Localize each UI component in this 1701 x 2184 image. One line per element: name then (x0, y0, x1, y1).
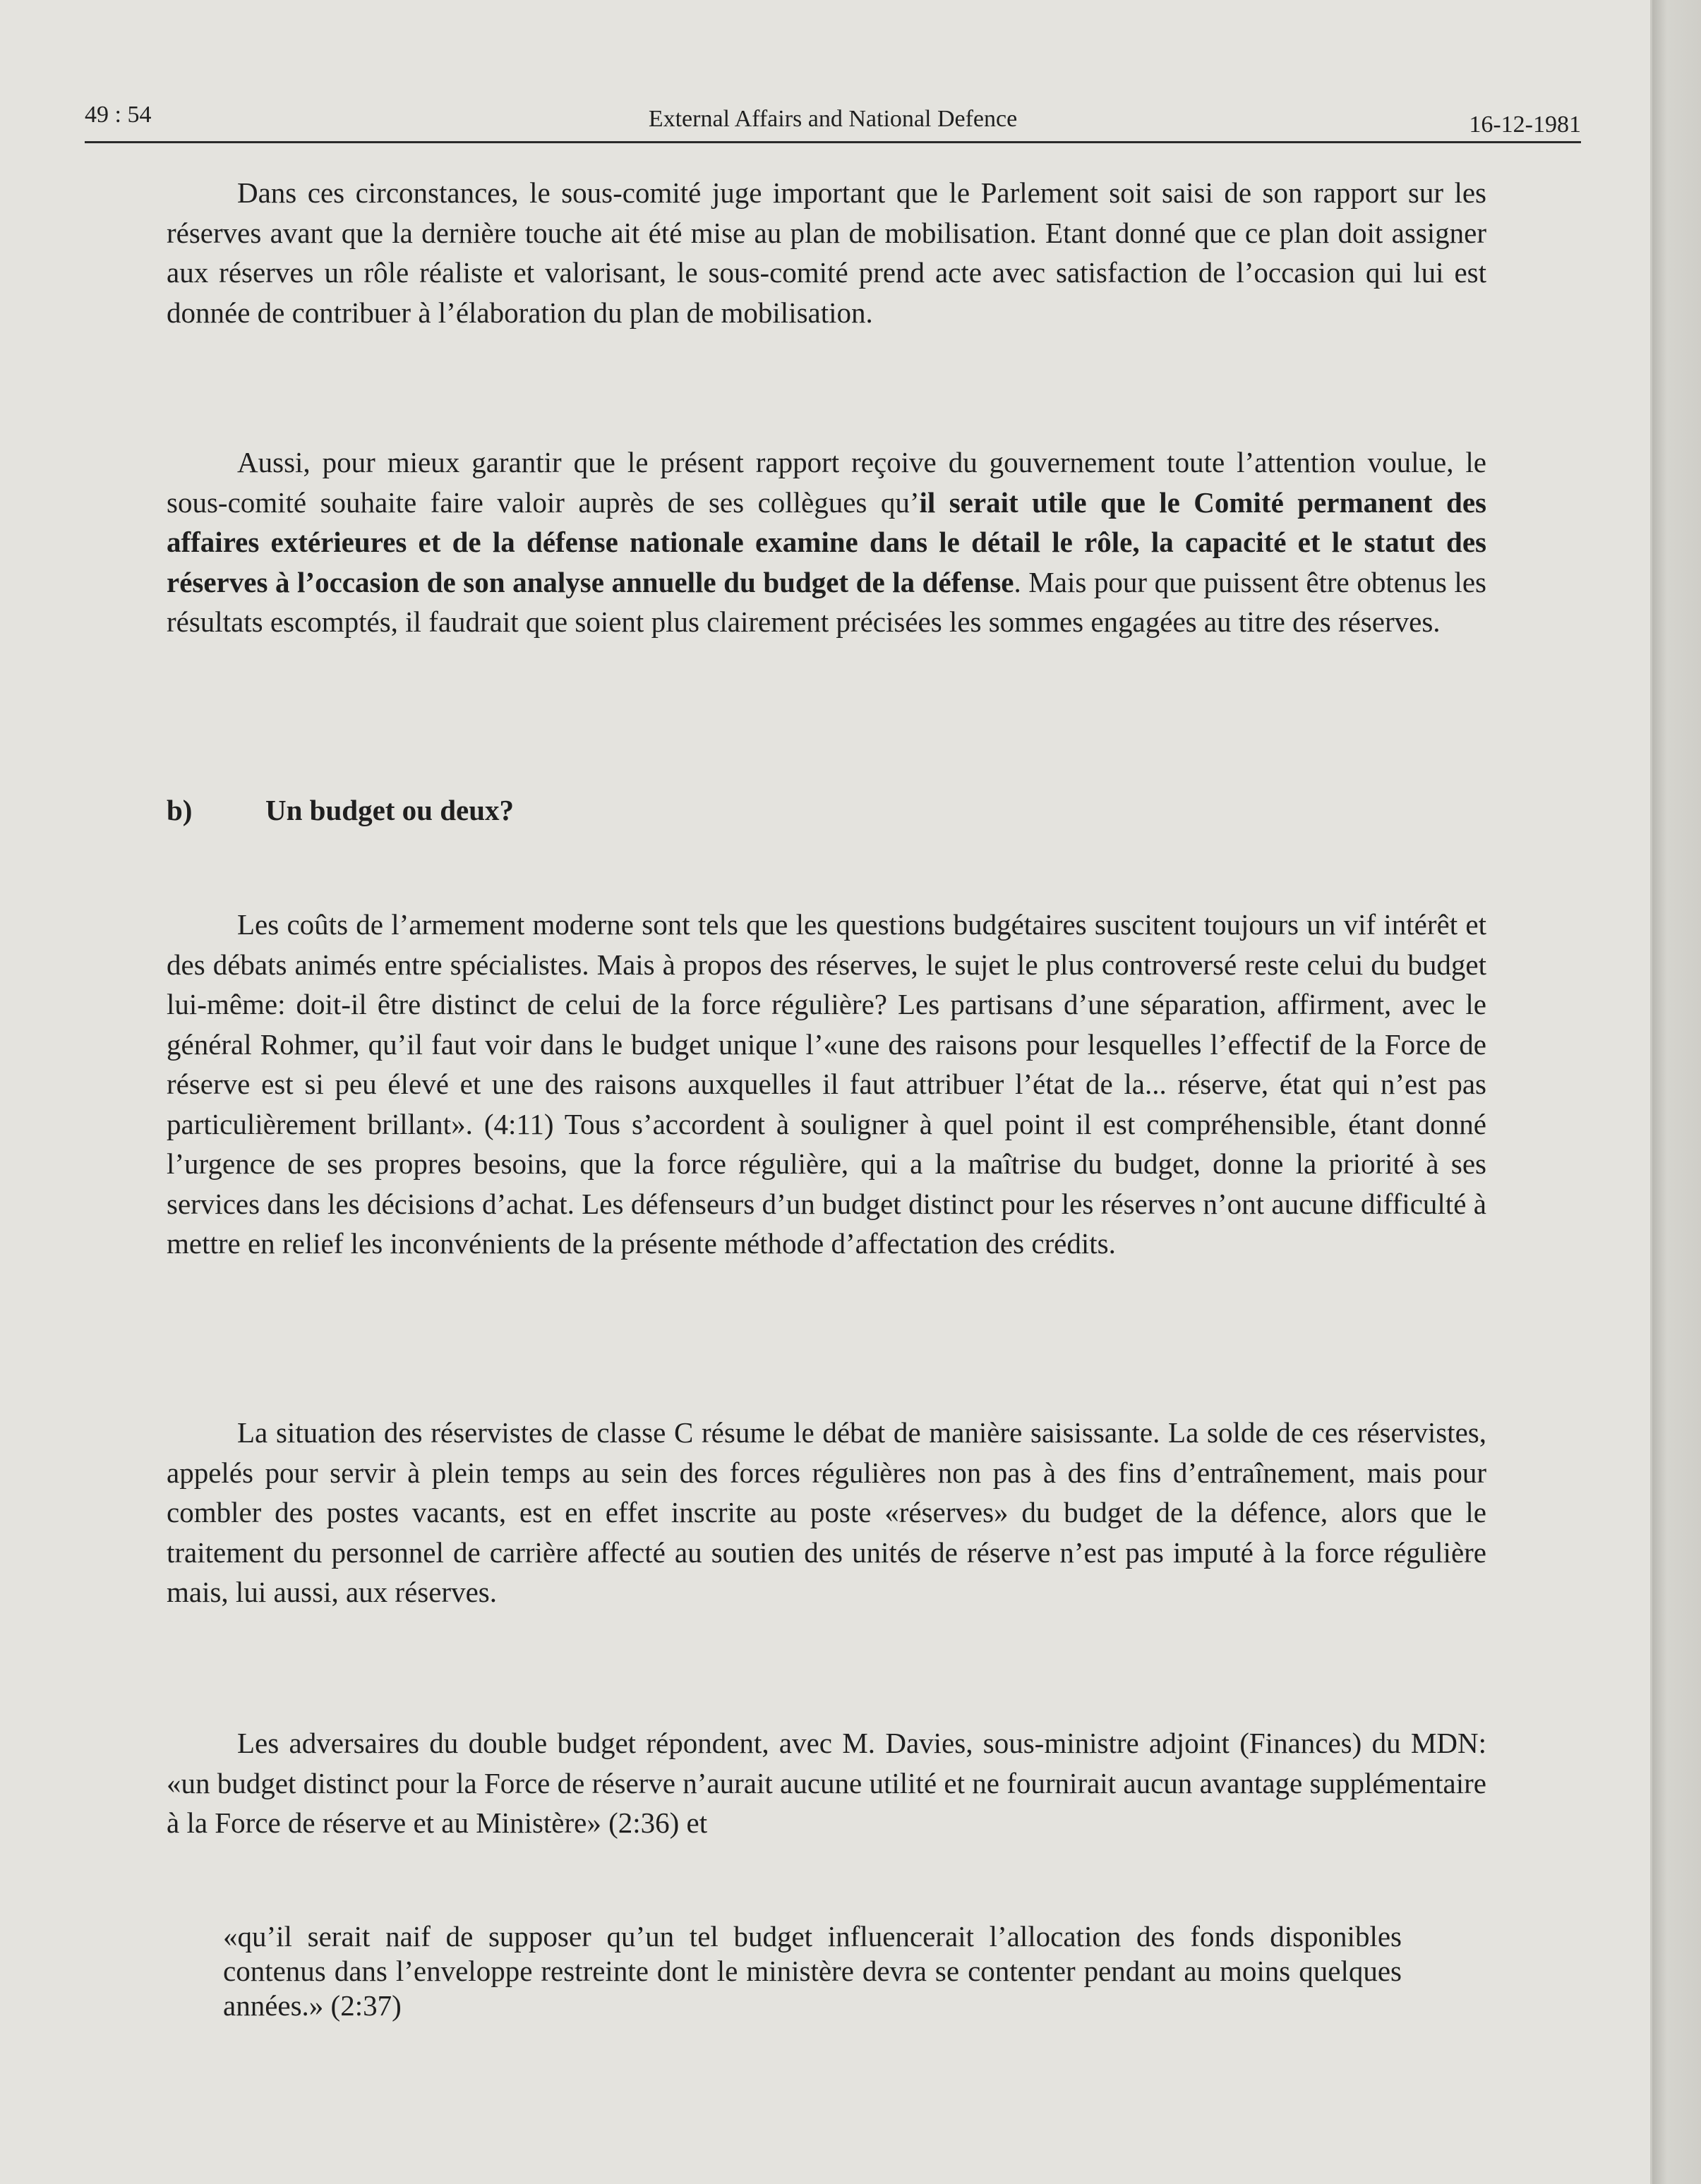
header-date: 16-12-1981 (1469, 111, 1581, 138)
section-heading (167, 790, 1437, 830)
page-header (85, 99, 1581, 143)
section-letter: b) (167, 794, 193, 826)
running-title: External Affairs and National Defence (648, 106, 1018, 132)
paragraph-1: Dans ces circonstances, le sous-comité juge important que le Parlement soit saisi de son rapport sur les réserves avant que la dernière touche ait été mise au plan de mobilisation. Etant donné que ce plan doit assigner aux réserves un rôle réaliste et valorisant, le sous-comité prend acte avec satisfaction de l’occasion qui lui est donnée de contribuer à l’élaboration du plan de mobilisation. (167, 176, 1486, 329)
paragraph-2-intro: Aussi, pour mieux garantir que le présent rapport reçoive du gouvernement toute l’attention voulue, le sous-comité souhaite faire valoir auprès de ses collègues qu’ (167, 446, 1486, 519)
paragraph-3: Les coûts de l’armement moderne sont tels que les questions budgétaires suscitent toujours un vif intérêt et des débats animés entre spécialistes. Mais à propos des réserves, le sujet le plus controversé reste celui du budget lui-même: doit-il être distinct de celui de la force régulière? Les partisans d’une séparation, affirment, avec le général Rohmer, qu’il faut voir dans le budget unique l’«une des raisons pour lesquelles l’effectif de la Force de réserve est si peu élevé et une des raisons auxquelles il faut attribuer l’état de la... réserve, état qui n’est pas particulièrement brillant». (4:11) Tous s’accordent à souligner à quel point il est compréhensible, étant donné l’urgence de ses propres besoins, que la force régulière, qui a la maîtrise du budget, donne la priorité à ses services dans les décisions d’achat. Les défenseurs d’un budget distinct pour les réserves n’ont aucune difficulté à mettre en relief les inconvénients de la présente méthode d’affectation des crédits. (167, 908, 1486, 1260)
paragraph-2-recommendation: il serait utile que le Comité permanent des affaires extérieures et de la défense nationale examine dans le détail le rôle, la capacité et le statut des réserves à l’occasion de son analyse annuelle du budget de la défense (167, 485, 1486, 598)
page-number: 49 : 54 (85, 102, 152, 128)
block-quote: «qu’il serait naif de supposer qu’un tel budget influencerait l’allocation des fonds disponibles contenus dans l’enveloppe restreinte dont le ministère devra se contenter pendant au moins quelques années.» (2:37) (223, 1920, 1402, 2022)
paragraph-5: Les adversaires du double budget répondent, avec M. Davies, sous-ministre adjoint (Finances) du MDN: «un budget distinct pour la Force de réserve n’aurait aucune utilité et ne fournirait aucun avantage supplémentaire à la Force de réserve et au Ministère» (2:36) et (167, 1727, 1486, 1839)
paragraph-2-conclusion: . Mais pour que puissent être obtenus les résultats escomptés, il faudrait que soient plus clairement précisées les sommes engagées au titre des réserves. (167, 565, 1486, 638)
page-edge (1652, 0, 1701, 2184)
paragraph-4: La situation des réservistes de classe C résume le débat de manière saisissante. La solde de ces réservistes, appelés pour servir à plein temps au sein des forces régulières non pas à des fins d’entraînement, mais pour combler des postes vacants, est en effet inscrite au poste «réserves» du budget de la défence, alors que le traitement du personnel de carrière affecté au soutien des unités de réserve n’est pas imputé à la force régulière mais, lui aussi, aux réserves. (167, 1416, 1486, 1608)
section-title: Un budget ou deux? (265, 794, 515, 826)
paragraph-2 (167, 442, 1486, 642)
